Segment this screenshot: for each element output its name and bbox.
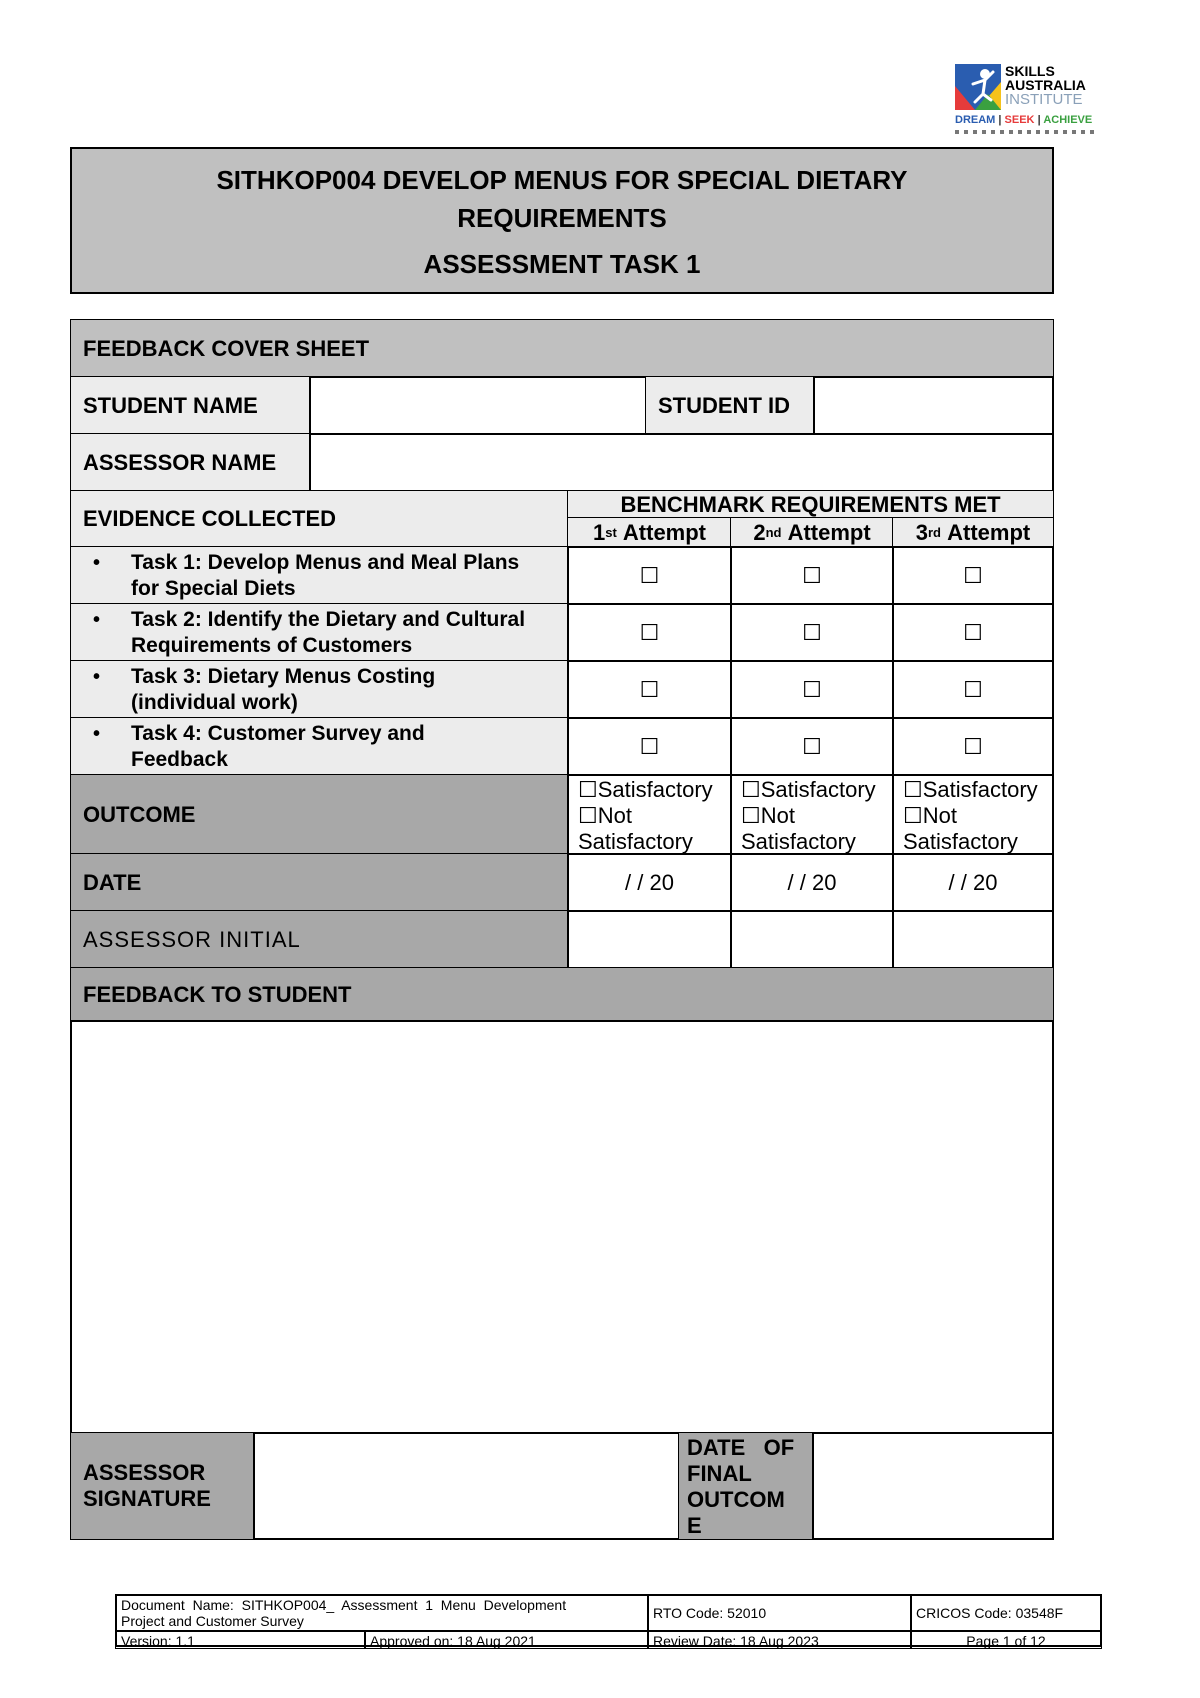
task-4-attempt-1-checkbox[interactable]: ☐ xyxy=(567,717,732,776)
assessor-name-field[interactable] xyxy=(309,433,1054,492)
outcome-label: OUTCOME xyxy=(70,774,569,855)
footer-cricos-code: CRICOS Code: 03548F xyxy=(910,1594,1102,1632)
logo-underline xyxy=(955,130,1097,134)
outcome-attempt-3[interactable]: ☐Satisfactory ☐Not Satisfactory xyxy=(892,774,1054,855)
assessor-initial-attempt-2[interactable] xyxy=(730,910,894,969)
tag-seek: SEEK xyxy=(1004,114,1035,126)
assessor-initial-label: ASSESSOR INITIAL xyxy=(70,910,569,969)
student-id-field[interactable] xyxy=(813,376,1054,435)
assessor-name-label: ASSESSOR NAME xyxy=(70,433,311,492)
feedback-cover-heading: FEEDBACK COVER SHEET xyxy=(70,319,1054,378)
task-2-attempt-2-checkbox[interactable]: ☐ xyxy=(730,603,894,662)
assessor-initial-attempt-1[interactable] xyxy=(567,910,732,969)
task-3-row-label: • Task 3: Dietary Menus Costing (individual work) xyxy=(70,660,569,719)
feedback-to-student-label: FEEDBACK TO STUDENT xyxy=(70,967,1054,1022)
bullet-icon: • xyxy=(93,552,101,574)
date-attempt-2[interactable]: / / 20 xyxy=(730,853,894,912)
logo-text-institute: INSTITUTE xyxy=(1005,91,1083,108)
student-name-label: STUDENT NAME xyxy=(70,376,311,435)
unit-title-line1: SITHKOP004 DEVELOP MENUS FOR SPECIAL DIETARY xyxy=(216,165,908,195)
footer-approved-date: Approved on: 18 Aug 2021 xyxy=(364,1630,649,1649)
institute-logo xyxy=(955,62,1105,142)
document-footer xyxy=(115,1594,1102,1647)
attempt-1-header: 1 st Attempt xyxy=(567,517,732,548)
tag-sep-1: | xyxy=(998,114,1002,126)
attempt-3-header: 3 rd Attempt xyxy=(892,517,1054,548)
student-id-label: STUDENT ID xyxy=(645,376,815,435)
task-2-attempt-1-checkbox[interactable]: ☐ xyxy=(567,603,732,662)
footer-page-number: Page 1 of 12 xyxy=(910,1630,1102,1649)
outcome-attempt-1[interactable]: ☐Satisfactory ☐Not Satisfactory xyxy=(567,774,732,855)
task-4-row-label: • Task 4: Customer Survey and Feedback xyxy=(70,717,569,776)
footer-review-date: Review Date: 18 Aug 2023 xyxy=(647,1630,912,1649)
task-4-attempt-3-checkbox[interactable]: ☐ xyxy=(892,717,1054,776)
task-1-row-label: • Task 1: Develop Menus and Meal Plans for Special Diets xyxy=(70,546,569,605)
task-2-row-label: • Task 2: Identify the Dietary and Cultural Requirements of Customers xyxy=(70,603,569,662)
date-label: DATE xyxy=(70,853,569,912)
assessor-signature-label: ASSESSOR SIGNATURE xyxy=(70,1432,255,1540)
footer-rto-code: RTO Code: 52010 xyxy=(647,1594,912,1632)
task-3-attempt-1-checkbox[interactable]: ☐ xyxy=(567,660,732,719)
evidence-collected-label: EVIDENCE COLLECTED xyxy=(70,490,569,548)
tag-sep-2: | xyxy=(1037,114,1041,126)
task-1-attempt-2-checkbox[interactable]: ☐ xyxy=(730,546,894,605)
task-3-attempt-2-checkbox[interactable]: ☐ xyxy=(730,660,894,719)
task-1-attempt-3-checkbox[interactable]: ☐ xyxy=(892,546,1054,605)
tag-achieve: ACHIEVE xyxy=(1043,114,1093,126)
bullet-icon: • xyxy=(93,723,101,745)
tag-dream: DREAM xyxy=(955,114,996,126)
assessor-initial-attempt-3[interactable] xyxy=(892,910,1054,969)
logo-tagline xyxy=(955,114,1092,126)
unit-title-line2: REQUIREMENTS xyxy=(457,203,667,233)
feedback-cover-sheet xyxy=(70,319,1054,1540)
logo-text-skills: SKILLS xyxy=(1005,63,1055,79)
task-4-attempt-2-checkbox[interactable]: ☐ xyxy=(730,717,894,776)
bullet-icon: • xyxy=(93,666,101,688)
attempt-2-header: 2 nd Attempt xyxy=(730,517,894,548)
date-attempt-3[interactable]: / / 20 xyxy=(892,853,1054,912)
logo-mark-icon xyxy=(955,64,1001,110)
student-name-field[interactable] xyxy=(309,376,647,435)
date-of-final-outcome-label: DATE OF FINAL OUTCOM E xyxy=(678,1432,814,1540)
date-of-final-outcome-field[interactable] xyxy=(812,1432,1054,1540)
logo-text-australia: AUSTRALIA xyxy=(1005,77,1086,93)
task-2-attempt-3-checkbox[interactable]: ☐ xyxy=(892,603,1054,662)
assessor-signature-field[interactable] xyxy=(253,1432,680,1540)
task-1-attempt-1-checkbox[interactable]: ☐ xyxy=(567,546,732,605)
footer-version: Version: 1.1 xyxy=(115,1630,366,1649)
outcome-attempt-2[interactable]: ☐Satisfactory ☐Not Satisfactory xyxy=(730,774,894,855)
date-attempt-1[interactable]: / / 20 xyxy=(567,853,732,912)
title-box xyxy=(70,147,1054,294)
assessment-task-title: ASSESSMENT TASK 1 xyxy=(423,249,701,279)
benchmark-label: BENCHMARK REQUIREMENTS MET xyxy=(567,490,1054,519)
bullet-icon: • xyxy=(93,609,101,631)
footer-document-name: Document Name: SITHKOP004_ Assessment 1 Menu Development Project and Customer Survey xyxy=(115,1594,649,1632)
task-3-attempt-3-checkbox[interactable]: ☐ xyxy=(892,660,1054,719)
feedback-text-area[interactable] xyxy=(70,1020,1054,1434)
